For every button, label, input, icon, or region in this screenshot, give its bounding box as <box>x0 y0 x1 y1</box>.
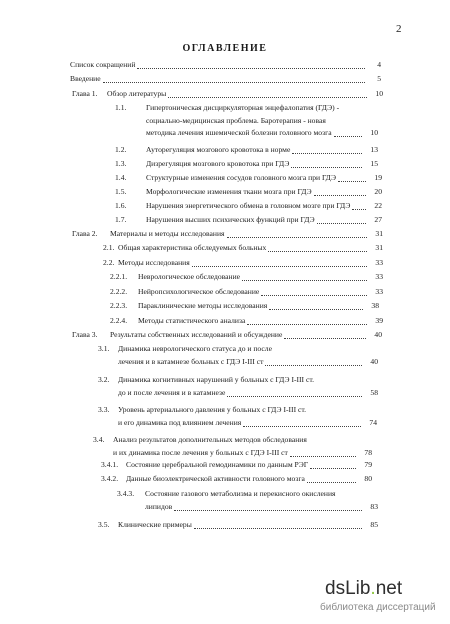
toc-entry-title: Общая характеристика обследуемых больных <box>118 243 267 252</box>
toc-entry-title: Состояние церебральной гемодинамики по данным РЭГ <box>126 460 309 469</box>
toc-leader-dots <box>338 181 366 182</box>
toc-entry-number: 2.2.4. <box>110 316 128 325</box>
toc-leader-dots <box>284 338 366 339</box>
toc-entry-title: Анализ результатов дополнительных методов обследования <box>113 435 307 444</box>
toc-page-number: 40 <box>374 330 382 339</box>
toc-leader-dots <box>247 324 367 325</box>
toc-entry-title: Неврологическое обследование <box>138 272 241 281</box>
page-title: ОГЛАВЛЕНИЕ <box>182 43 268 54</box>
toc-entry-number: Глава 3. <box>72 330 98 339</box>
toc-entry-number: 3.1. <box>98 344 110 353</box>
toc-entry-number: 1.3. <box>115 159 127 168</box>
toc-page-number: 38 <box>371 301 379 310</box>
toc-page-number: 83 <box>370 502 378 511</box>
toc-entry-number: 2.2.1. <box>110 272 128 281</box>
toc-entry-title: Морфологические изменения ткани мозга при ГДЭ <box>146 187 312 196</box>
toc-leader-dots <box>242 280 367 281</box>
toc-page-number: 40 <box>370 357 378 366</box>
toc-entry-title: Уровень артериального давления у больных с ГДЭ I-III ст. <box>118 405 307 414</box>
toc-leader-dots <box>290 456 356 457</box>
toc-entry-number: 1.6. <box>115 201 127 210</box>
toc-leader-dots <box>261 295 367 296</box>
toc-entry-title: Состояние газового метаболизма и перекисного окисления <box>145 489 336 498</box>
toc-page-number: 33 <box>375 287 383 296</box>
toc-entry-number: Глава 1. <box>72 89 98 98</box>
toc-entry-title: Материалы и методы исследования <box>110 229 225 238</box>
toc-page-number: 31 <box>375 243 383 252</box>
toc-leader-dots <box>227 396 362 397</box>
toc-entry-number: Глава 2. <box>72 229 98 238</box>
toc-entry-number: 2.2.2. <box>110 287 128 296</box>
toc-page-number: 39 <box>375 316 383 325</box>
toc-page-number: 79 <box>364 460 372 469</box>
toc-entry-number: 2.1. <box>103 243 115 252</box>
toc-entry-number: 3.2. <box>98 375 110 384</box>
toc-leader-dots <box>227 237 367 238</box>
toc-entry-title: Параклинические методы исследования <box>138 301 268 310</box>
toc-entry-title: Результаты собственных исследований и обсуждение <box>110 330 283 339</box>
toc-leader-dots <box>192 266 367 267</box>
toc-entry-title: Методы исследования <box>118 258 190 267</box>
toc-leader-dots <box>317 223 366 224</box>
toc-entry-title: методика лечения ишемической болезни головного мозга <box>146 128 332 137</box>
watermark-logo-dot: . <box>370 578 376 599</box>
toc-entry-title: Динамика неврологического статуса до и после <box>118 344 272 353</box>
watermark-logo <box>325 578 402 600</box>
toc-entry-number: 1.4. <box>115 173 127 182</box>
toc-page-number: 5 <box>377 74 381 83</box>
toc-leader-dots <box>268 251 367 252</box>
watermark-logo-tld: net <box>375 578 403 599</box>
toc-entry-number: 3.4. <box>93 435 105 444</box>
toc-entry-title: Нарушения высших психических функций при ГДЭ <box>146 215 315 224</box>
toc-leader-dots <box>352 209 366 210</box>
toc-page-number: 78 <box>364 448 372 457</box>
toc-page-number: 15 <box>370 159 378 168</box>
toc-page-number: 85 <box>370 520 378 529</box>
toc-page-number: 22 <box>374 201 382 210</box>
toc-leader-dots <box>103 82 365 83</box>
toc-page-number: 33 <box>375 272 383 281</box>
toc-entry-title: Ауторегуляция мозгового кровотока в норме <box>146 145 291 154</box>
toc-page-number: 20 <box>374 187 382 196</box>
toc-entry-title: Дизрегуляция мозгового кровотока при ГДЭ <box>146 159 290 168</box>
toc-entry-title: Клинические примеры <box>118 520 192 529</box>
toc-entry-title: Динамика когнитивных нарушений у больных с ГДЭ I-III ст. <box>118 375 314 384</box>
toc-entry-title: Методы статистического анализа <box>138 316 246 325</box>
toc-entry-title: лечения и в катамнезе больных с ГДЭ I-III ст <box>118 357 264 366</box>
page-number: 2 <box>396 23 402 35</box>
watermark-logo-main: dsLib <box>325 578 371 599</box>
toc-entry-title: Введение <box>70 74 101 83</box>
toc-page-number: 33 <box>375 258 383 267</box>
toc-page-number: 80 <box>364 474 372 483</box>
toc-entry-title: и их динамика после лечения у больных с ГДЭ I-III ст <box>113 448 288 457</box>
toc-page-number: 10 <box>370 128 378 137</box>
toc-entry-title: липидов <box>145 502 173 511</box>
toc-entry-number: 2.2.3. <box>110 301 128 310</box>
toc-leader-dots <box>307 482 356 483</box>
toc-entry-number: 3.4.1. <box>101 460 119 469</box>
toc-page-number: 10 <box>375 89 383 98</box>
toc-entry-number: 3.3. <box>98 405 110 414</box>
toc-entry-title: Нарушения энергетического обмена в головном мозге при ГДЭ <box>146 201 351 210</box>
toc-entry-title: Обзор литературы <box>107 89 167 98</box>
toc-leader-dots <box>265 365 362 366</box>
toc-page-number: 13 <box>370 145 378 154</box>
toc-page-number: 74 <box>369 418 377 427</box>
toc-entry-title: до и после лечения и в катамнезе <box>118 388 226 397</box>
toc-entry-number: 3.4.2. <box>101 474 119 483</box>
toc-entry-number: 3.4.3. <box>117 489 135 498</box>
toc-page-number: 27 <box>374 215 382 224</box>
toc-leader-dots <box>291 167 362 168</box>
toc-leader-dots <box>137 68 365 69</box>
toc-entry-number: 1.2. <box>115 145 127 154</box>
toc-entry-title: Структурные изменения сосудов головного мозга при ГДЭ <box>146 173 337 182</box>
toc-entry-title: Список сокращений <box>70 60 136 69</box>
toc-entry-number: 1.5. <box>115 187 127 196</box>
watermark <box>320 578 443 618</box>
toc-entry-number: 1.1. <box>115 103 127 112</box>
toc-entry-number: 3.5. <box>98 520 110 529</box>
toc-entry-title: социально-медицинская проблема. Баротерапия - новая <box>146 116 326 125</box>
toc-leader-dots <box>168 97 367 98</box>
toc-leader-dots <box>292 153 362 154</box>
toc-leader-dots <box>314 195 366 196</box>
toc-entry-title: Гипертоническая дисциркуляторная энцефалопатия (ГДЭ) - <box>146 103 340 112</box>
toc-page-number: 4 <box>377 60 381 69</box>
toc-leader-dots <box>174 510 362 511</box>
toc-page-number: 19 <box>374 173 382 182</box>
toc-entry-title: и его динамика под влиянием лечения <box>118 418 242 427</box>
toc-page-number: 58 <box>370 388 378 397</box>
toc-page-number: 31 <box>375 229 383 238</box>
toc-leader-dots <box>269 309 363 310</box>
toc-leader-dots <box>334 136 362 137</box>
watermark-tagline: библиотека диссертаций <box>320 602 436 613</box>
toc-entry-title: Нейропсихологическое обследование <box>138 287 260 296</box>
toc-leader-dots <box>310 468 356 469</box>
toc-leader-dots <box>243 426 361 427</box>
toc-entry-title: Данные биоэлектрической активности головного мозга <box>126 474 305 483</box>
toc-entry-number: 2.2. <box>103 258 115 267</box>
toc-leader-dots <box>194 528 362 529</box>
toc-entry-number: 1.7. <box>115 215 127 224</box>
